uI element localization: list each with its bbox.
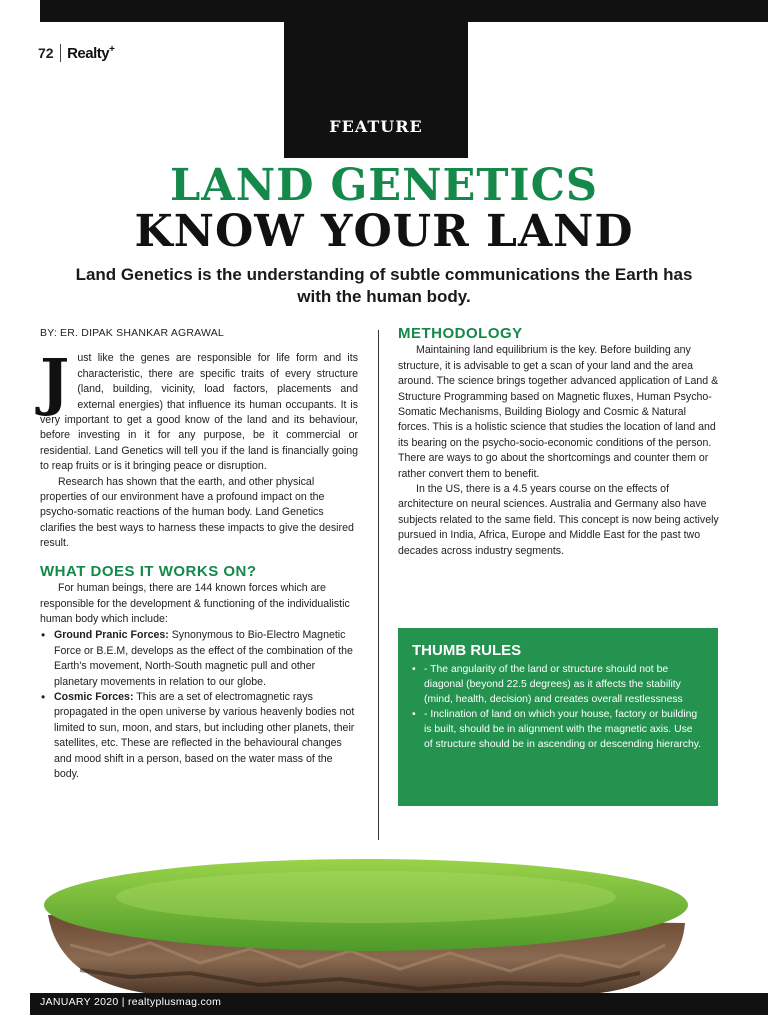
feature-label: FEATURE: [329, 117, 423, 136]
page-header: [38, 42, 114, 64]
thumb-rules-list: [412, 662, 702, 752]
top-margin: [0, 0, 40, 22]
footer-text: JANUARY 2020 | realtyplusmag.com: [40, 996, 222, 1008]
list-item: • Cosmic Forces: This are a set of electromagnetic rays propagated in the open universe by various heavenly bodies not limited to sun, moon, and stars, but including other planets, their satellites, etc. These are reflected in the behavioural changes and mood shift in a person, based on the water mass of the body.: [40, 690, 358, 782]
column-divider: [378, 330, 379, 840]
drop-cap: J: [40, 345, 70, 419]
list-item: • Ground Pranic Forces: Synonymous to Bio-Electro Magnetic Force or B.E.M, develops as the effect of the combination of the Earth's movement, North-South magnetic pull and other planetary movements in relation to our globe.: [40, 628, 358, 690]
feature-tab: [284, 22, 468, 158]
methodology-paragraph-2: In the US, there is a 4.5 years course on the effects of architecture on neural sciences. Australia and Germany also have subjects related to the same field. This concept is now being actively pursued in India, Africa, Europe and Middle East for the past two decades across industry segments.: [398, 483, 719, 557]
works-on-heading: WHAT DOES IT WORKS ON?: [40, 562, 257, 580]
subtitle: Land Genetics is the understanding of subtle communications the Earth has with the human body.: [75, 265, 693, 306]
land-island-illustration: [40, 845, 690, 1005]
methodology-heading: METHODOLOGY: [398, 325, 523, 342]
thumb-rules-heading: THUMB RULES: [412, 642, 522, 659]
methodology-paragraph-1: Maintaining land equilibrium is the key. Before building any structure, it is advisable to get a scan of your land and the area around. The science brings together advanced application of Land & Structure Programming based on Magnetic fluxes, Human Psycho-Somatic Mechanisms, Building Biology and Cosmic & Natural forces. This is a holistic science that studies the location of land and its bearing on the psycho-socio-economic conditions of the person. There are ways to go about the shortcomings and counter them or rather convert them to benefit.: [398, 344, 719, 480]
intro-paragraph: [40, 345, 358, 474]
top-black-bar: [40, 0, 768, 22]
research-paragraph: Research has shown that the earth, and other physical properties of our environment have a profound impact on the psycho-somatic reactions of the human body. Land Genetics clarifies the best ways to harness these impacts to give the desired result.: [40, 475, 354, 550]
grass-highlight: [116, 871, 616, 923]
list-item: • - Inclination of land on which your house, factory or building is built, should be in alignment with the magnetic axis. Use of structure should be in ascending or descending hierarchy.: [412, 707, 702, 752]
title-line-1: LAND GENETICS: [169, 160, 599, 211]
right-column: [398, 326, 720, 559]
works-on-intro: For human beings, there are 144 known forces which are responsible for the development & functioning of the individualistic human body which include:: [40, 582, 350, 625]
thumb-rules-box: [398, 628, 718, 806]
title-line-2: KNOW YOUR LAND: [134, 206, 634, 257]
brand-logo: Realty+: [67, 44, 115, 62]
left-column: [40, 326, 358, 782]
list-item: • - The angularity of the land or structure should not be diagonal (beyond 22.5 degrees) as it affects the stability (mind, health, decision) and creates overall restlessness: [412, 662, 702, 707]
page-number: 72: [38, 45, 54, 61]
forces-list: [40, 628, 358, 782]
intro-text: ust like the genes are responsible for life form and its characteristic, there are specific traits of every structure (land, building, vicinity, load factors, placements and external energies) that influence its human occupants. It is very important to get a good know of the land and its behaviour, before investing in it for any purpose, be it commercial or residential. Land Genetics will tell you if the land is financially going to reap fruits or is it bringing peace or disruption.: [40, 352, 358, 473]
header-divider: [60, 44, 62, 62]
byline: BY: ER. DIPAK SHANKAR AGRAWAL: [40, 327, 224, 339]
